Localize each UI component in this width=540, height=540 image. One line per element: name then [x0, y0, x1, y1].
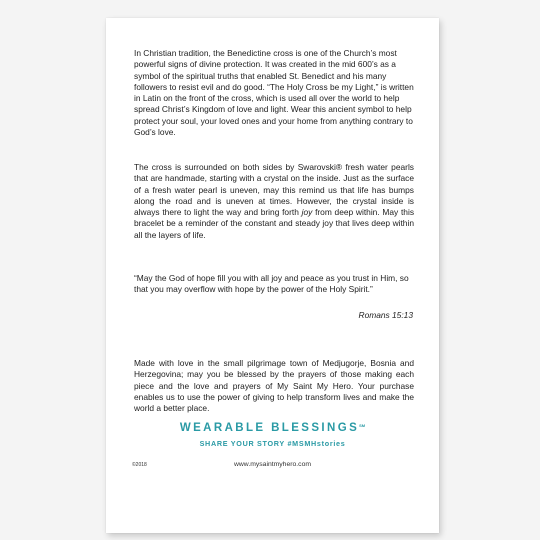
paragraph-swarovski-pearls — [134, 162, 414, 241]
brand-subtitle: SHARE YOUR STORY #MSMHstories — [199, 439, 346, 448]
paragraph-medjugorje: Made with love in the small pilgrimage town of Medjugorje, Bosnia and Herzegovina; may you be blessed by the prayers of those making each piece and the love and prayers of My Saint My Hero. Your purchase enables us to use the power of giving to help transform lives and make the world a better place. — [134, 358, 414, 414]
website-url[interactable]: www.mysaintmyhero.com — [233, 461, 312, 468]
copyright-notice: ©2018 — [132, 462, 147, 468]
paragraph-benedictine-cross: In Christian tradition, the Benedictine cross is one of the Church’s most powerful signs of divine protection. It was created in the mid 600’s as a symbol of the spiritual truths that enabled St. Benedict and his many followers to resist evil and do good. “The Holy Cross be my Light,” is written in Latin on the front of the cross, which is used all over the world to help spread Christ’s Kingdom of love and light. Wear this ancient symbol to help protect your soul, your loved ones and your home from anything contrary to God’s love. — [134, 48, 414, 138]
bible-quote: “May the God of hope fill you with all joy and peace as you trust in Him, so that you may overflow with hope by the power of the Holy Spirit.” — [134, 273, 409, 295]
paragraph-pearls-text-end: from deep within. May this bracelet be a reminder of the constant and steady joy that lives deep within all the layers of life. — [134, 207, 415, 240]
product-insert-card — [106, 18, 439, 533]
bible-citation: Romans 15:13 — [358, 310, 413, 320]
emphasis-joy: joy — [301, 207, 313, 218]
service-mark: SM — [359, 423, 366, 428]
brand-title — [106, 422, 439, 434]
brand-title-text: WEARABLE BLESSINGS — [179, 422, 360, 434]
paragraph-pearls-text-start: The cross is surrounded on both sides by Swarovski® fresh water pearls that are handmade, starting with a crystal on the inside. Just as the surface of a fresh water pearl is uneven, may this remind us that life has bumps along the road and is uneven at times. However, the crystal inside is always there to light the way and bring forth — [134, 162, 414, 218]
